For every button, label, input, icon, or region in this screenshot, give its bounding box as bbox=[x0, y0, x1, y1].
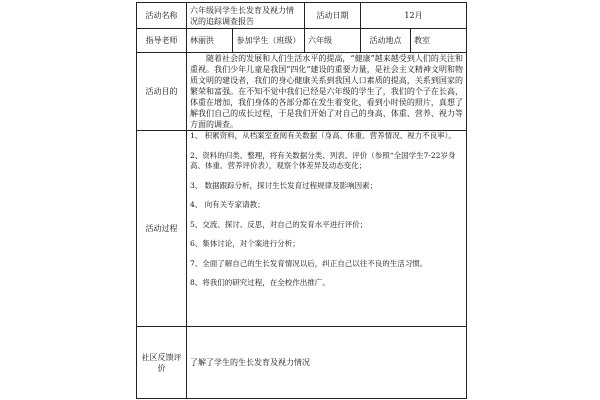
process-steps bbox=[187, 131, 467, 327]
location-label: 活动地点 bbox=[361, 29, 411, 53]
table-row bbox=[137, 131, 467, 327]
activity-date-label: 活动日期 bbox=[305, 3, 361, 29]
feedback-text: 了解了学生的生长发育及视力情况 bbox=[187, 327, 467, 399]
teacher-label: 指导老师 bbox=[137, 29, 187, 53]
process-step: 1、 积累资料，从档案室查阅有关数据（身高、体重、营养情况、视力不良率）。 bbox=[190, 131, 456, 140]
activity-name-label: 活动名称 bbox=[137, 3, 187, 29]
purpose-label: 活动目的 bbox=[137, 53, 187, 131]
location-value: 教室 bbox=[411, 29, 467, 53]
process-step: 3、 数据跟踪分析，探讨生长发育过程规律及影响因素； bbox=[190, 180, 378, 190]
process-step: 7、全面了解自己的生长发育情况以后，纠正自己以往不良的生活习惯。 bbox=[190, 258, 428, 268]
process-step: 2、资料的归类、整理，将有关数据分类、列表、评价（参照“全国学生7-22岁身高、体重、营养评价表），观察个体差异及动态变化； bbox=[190, 150, 456, 170]
process-step: 4、 向有关专家请教； bbox=[190, 200, 265, 209]
table-row bbox=[137, 53, 467, 131]
process-step: 8、将我们的研究过程，在全校作出推广。 bbox=[190, 278, 330, 287]
purpose-text: 随着社会的发展和人们生活水平的提高，“健康”越来越受到人们的关注和重视。我们少年儿童是我国“四化”建设的重要力量，是社会主义精神文明和物质文明的建设者，我们的身心健康关系到我国人口素质的提高，关系到国家的繁荣和富强。在不知不觉中我们已经是六年级的学生了，我们的个子在长高，体重在增加，我们身体的各部分都在发生着变化，看到小时侯的照片，真想了解我们自己的成长过程，于是我们开始了对自己的身高、体重、营养、视力等方面的调查。 bbox=[187, 53, 467, 131]
table-row bbox=[137, 327, 467, 399]
activity-name-value: 六年级同学生长发育及视力情况的追踪调查报告 bbox=[187, 3, 305, 29]
participants-label: 参加学生（班级） bbox=[233, 29, 305, 53]
feedback-label: 社区反馈评价 bbox=[137, 327, 187, 399]
table-row bbox=[137, 29, 467, 53]
process-step: 6、集体讨论，对个案进行分析； bbox=[190, 239, 300, 248]
participants-value: 六年级 bbox=[305, 29, 361, 53]
table-row bbox=[137, 3, 467, 29]
teacher-value: 林丽洪 bbox=[187, 29, 233, 53]
activity-record-table bbox=[136, 2, 467, 399]
process-step: 5、交流、探讨、反思，对自己的发育水平进行评价； bbox=[190, 219, 368, 229]
process-label: 活动过程 bbox=[137, 131, 187, 327]
activity-date-value: 12月 bbox=[361, 3, 467, 29]
